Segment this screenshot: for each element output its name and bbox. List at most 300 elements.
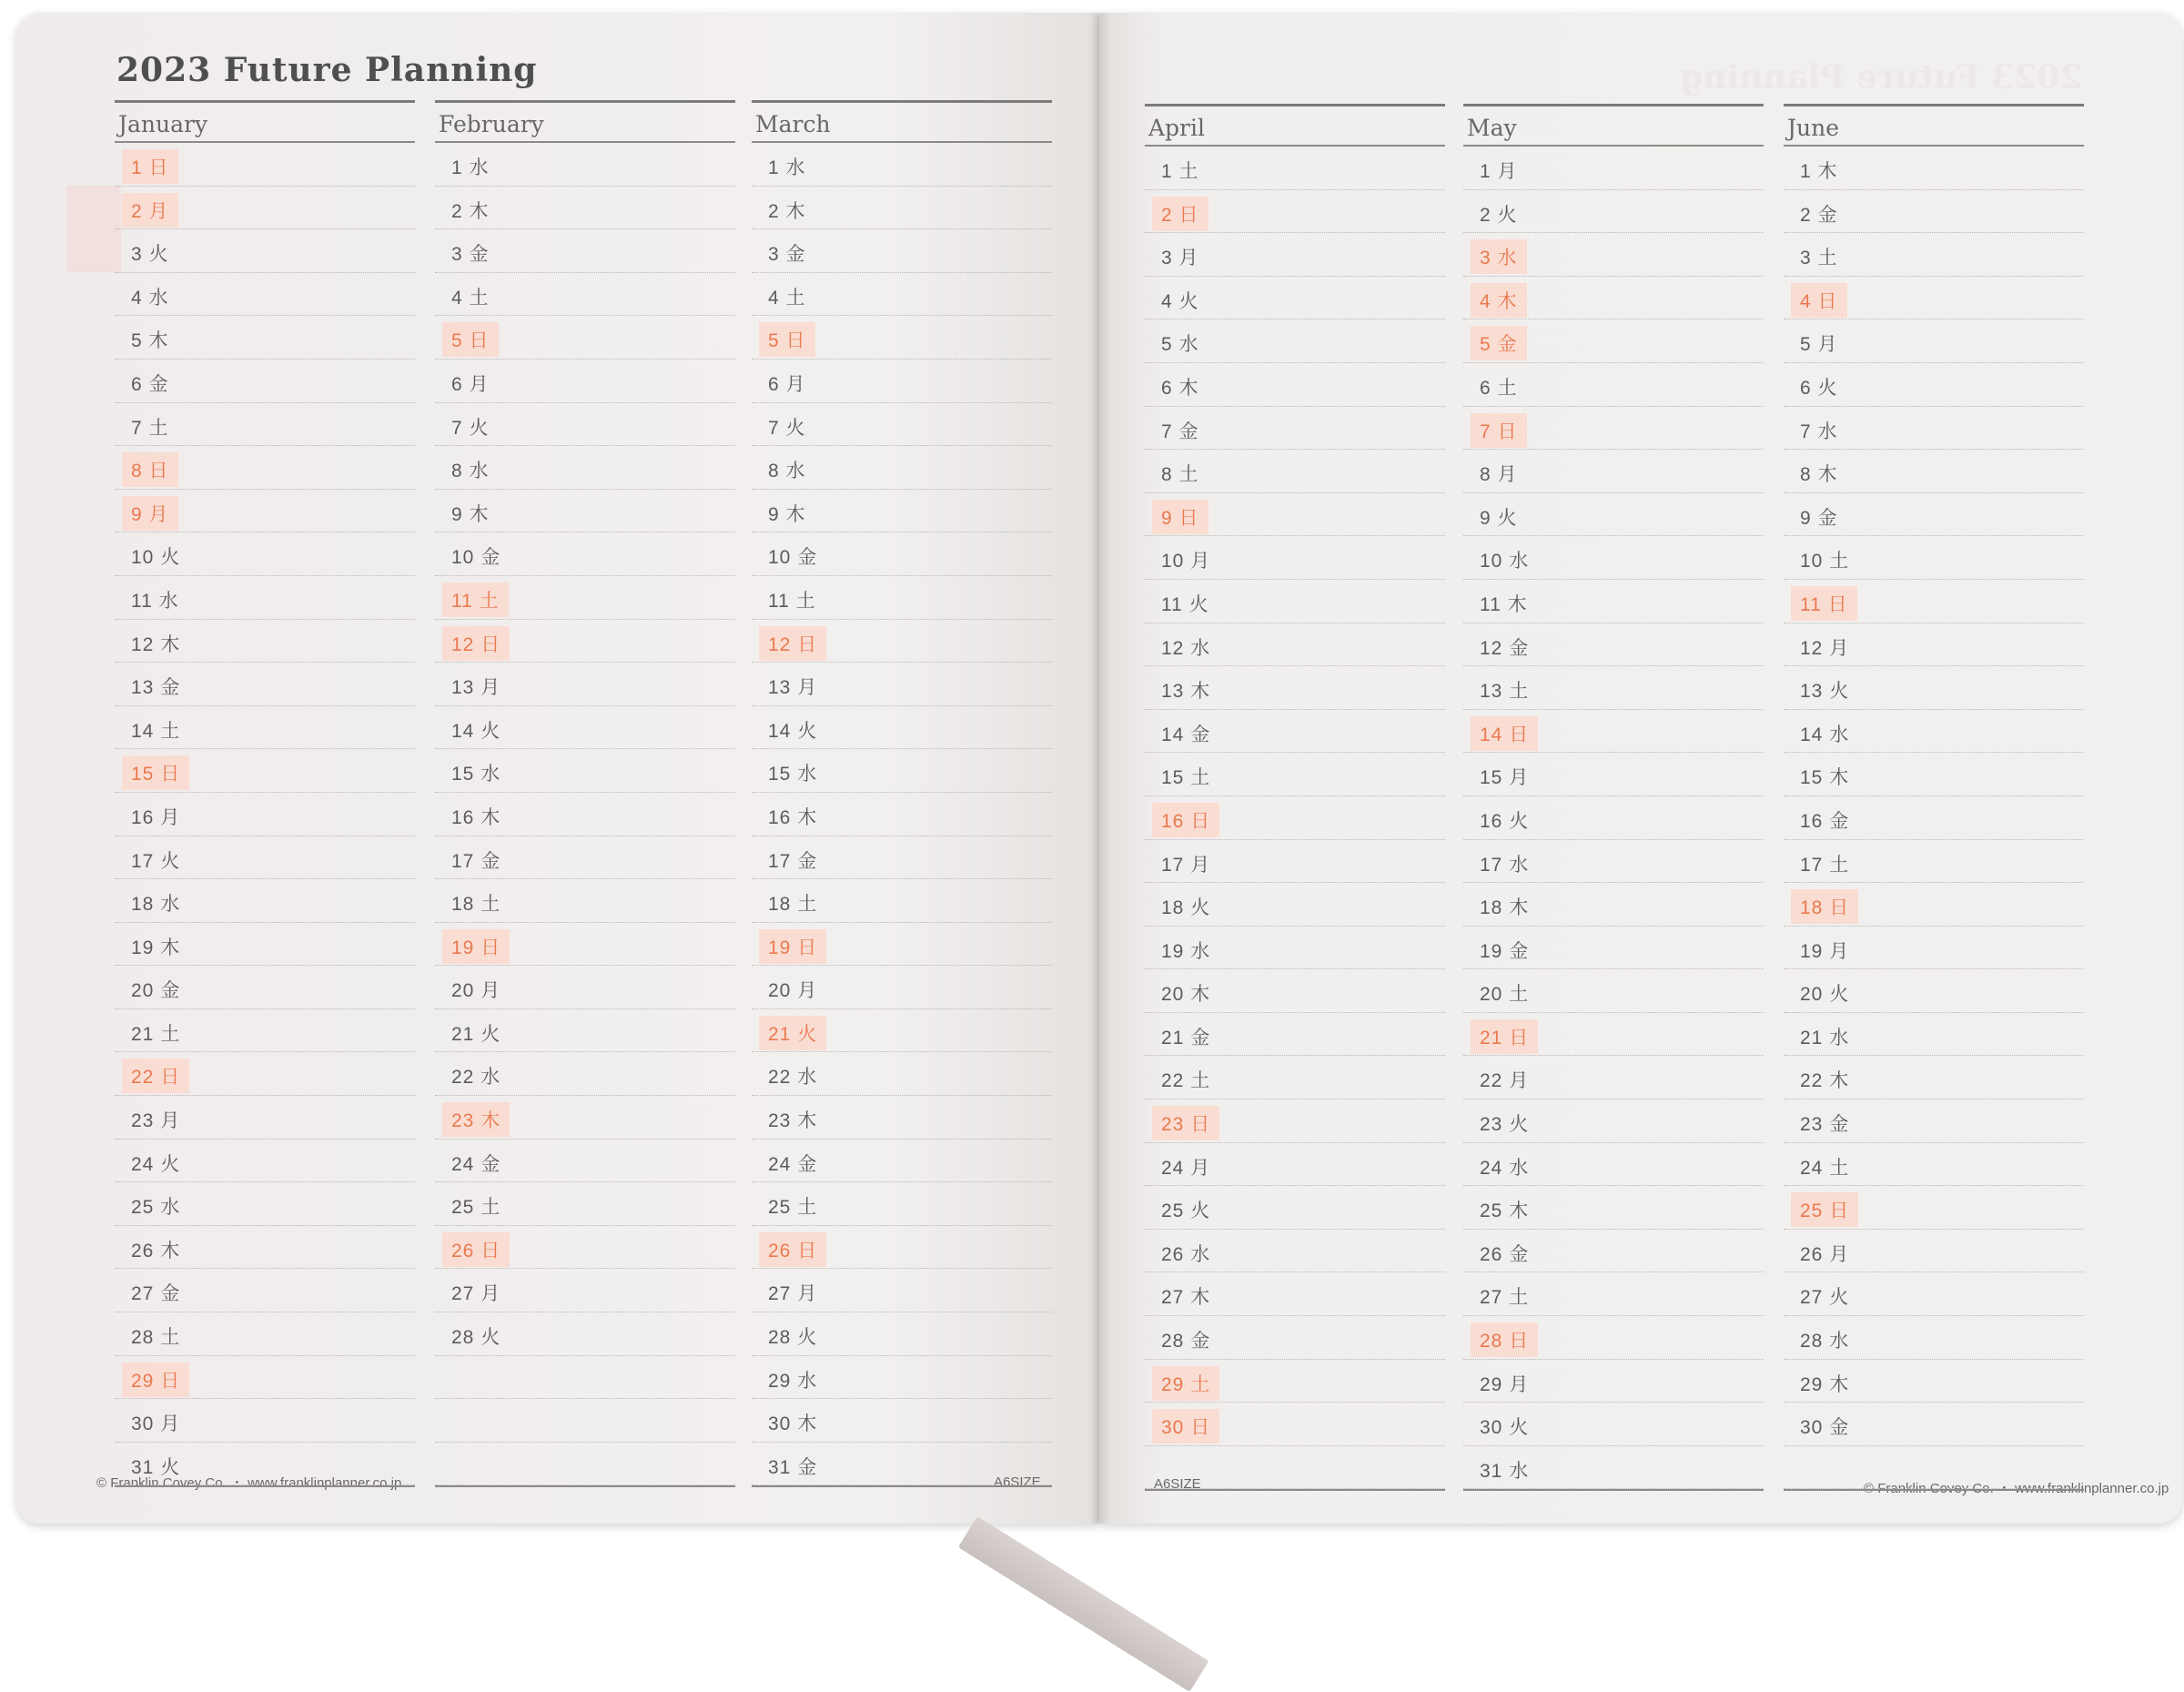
- day-row[interactable]: [435, 316, 735, 360]
- day-row[interactable]: [1784, 493, 2084, 537]
- date-label: 12 木: [131, 633, 181, 655]
- date-label: 10 火: [131, 547, 181, 569]
- day-row[interactable]: [752, 532, 1052, 576]
- day-row[interactable]: [1784, 363, 2084, 407]
- day-row[interactable]: [115, 1443, 415, 1486]
- holiday-date-label: 5 日: [759, 322, 815, 357]
- day-row[interactable]: [752, 749, 1052, 793]
- date-label: 7 火: [768, 417, 806, 439]
- holiday-date-label: 30 日: [1152, 1409, 1219, 1444]
- day-row[interactable]: [435, 273, 735, 317]
- day-row[interactable]: [115, 143, 415, 187]
- date-label: 28 火: [451, 1327, 501, 1349]
- day-row[interactable]: [115, 620, 415, 664]
- day-row[interactable]: [115, 793, 415, 836]
- holiday-date-label: 4 日: [1791, 283, 1847, 318]
- day-row[interactable]: [752, 706, 1052, 750]
- day-row[interactable]: [1145, 319, 1445, 363]
- day-row[interactable]: [115, 923, 415, 967]
- day-row[interactable]: [1145, 147, 1445, 190]
- date-label: 20 月: [451, 980, 501, 1002]
- day-row[interactable]: [1463, 147, 1764, 190]
- date-label: 15 木: [1800, 767, 1850, 789]
- day-row[interactable]: [1784, 233, 2084, 277]
- date-label: 11 土: [768, 590, 816, 612]
- date-label: 27 月: [451, 1283, 501, 1305]
- day-row[interactable]: [1463, 1099, 1764, 1143]
- day-row[interactable]: [752, 229, 1052, 273]
- day-row[interactable]: [115, 1182, 415, 1226]
- date-label: 19 水: [1161, 940, 1211, 962]
- day-row[interactable]: [1145, 1316, 1445, 1360]
- day-row[interactable]: [1145, 580, 1445, 623]
- date-label: 28 土: [131, 1327, 181, 1349]
- day-row[interactable]: [1784, 147, 2084, 190]
- date-label: 24 金: [768, 1153, 818, 1175]
- month-name: April: [1148, 115, 1205, 141]
- day-row[interactable]: [1784, 1013, 2084, 1057]
- holiday-date-label: 3 水: [1471, 239, 1527, 274]
- date-label: 2 火: [1480, 204, 1518, 226]
- date-label: 8 土: [1161, 464, 1199, 486]
- day-row[interactable]: [1463, 1186, 1764, 1230]
- day-row[interactable]: [1463, 1143, 1764, 1187]
- day-row[interactable]: [1784, 580, 2084, 623]
- day-row[interactable]: [752, 273, 1052, 317]
- month-footer-rule: [1784, 1489, 2084, 1493]
- date-label: 17 金: [768, 850, 818, 872]
- date-label: 18 土: [768, 894, 818, 916]
- date-label: 7 火: [451, 417, 490, 439]
- day-row[interactable]: [115, 403, 415, 447]
- date-label: 26 金: [1480, 1243, 1530, 1265]
- day-row[interactable]: [1145, 840, 1445, 884]
- day-row[interactable]: [1463, 623, 1764, 667]
- day-row[interactable]: [1145, 753, 1445, 796]
- date-label: 23 木: [768, 1110, 818, 1132]
- day-row[interactable]: [1784, 536, 2084, 580]
- day-row[interactable]: [752, 1443, 1052, 1486]
- day-row[interactable]: [115, 879, 415, 923]
- day-row[interactable]: [435, 966, 735, 1009]
- size-label-left: A6SIZE: [994, 1474, 1041, 1490]
- day-row[interactable]: [1784, 1403, 2084, 1446]
- day-row[interactable]: [1784, 623, 2084, 667]
- month-name: January: [118, 111, 208, 137]
- date-label: 21 土: [131, 1023, 181, 1045]
- day-row[interactable]: [115, 1096, 415, 1140]
- date-label: 19 金: [1480, 940, 1530, 962]
- day-row[interactable]: [1145, 796, 1445, 840]
- date-label: 5 水: [1161, 334, 1199, 356]
- day-row[interactable]: [1463, 1403, 1764, 1446]
- day-row[interactable]: [1463, 1316, 1764, 1360]
- holiday-date-label: 5 金: [1471, 326, 1527, 360]
- month-column-april: [1145, 104, 1445, 1493]
- date-label: 6 金: [131, 373, 169, 395]
- holiday-date-label: 14 日: [1471, 716, 1538, 751]
- day-row[interactable]: [115, 1140, 415, 1183]
- day-row[interactable]: [752, 1226, 1052, 1270]
- day-row[interactable]: [1463, 796, 1764, 840]
- date-label: 17 土: [1800, 854, 1850, 876]
- day-row[interactable]: [752, 490, 1052, 533]
- day-row[interactable]: [115, 576, 415, 620]
- day-row[interactable]: [752, 836, 1052, 880]
- date-label: 22 土: [1161, 1070, 1211, 1092]
- day-row[interactable]: [1784, 1143, 2084, 1187]
- date-label: 25 火: [1161, 1201, 1211, 1222]
- day-row[interactable]: [752, 1356, 1052, 1400]
- day-row[interactable]: [752, 143, 1052, 187]
- day-row[interactable]: [1463, 493, 1764, 537]
- day-row[interactable]: [1784, 407, 2084, 451]
- date-label: 25 土: [451, 1197, 501, 1219]
- day-row[interactable]: [752, 187, 1052, 230]
- day-row[interactable]: [115, 229, 415, 273]
- day-row[interactable]: [752, 966, 1052, 1009]
- day-row[interactable]: [1784, 840, 2084, 884]
- holiday-date-label: 19 日: [759, 929, 826, 964]
- day-row[interactable]: [1784, 666, 2084, 710]
- date-label: 11 木: [1480, 593, 1528, 615]
- day-row[interactable]: [115, 1269, 415, 1312]
- day-row[interactable]: [115, 749, 415, 793]
- day-row[interactable]: [1145, 623, 1445, 667]
- day-row[interactable]: [115, 706, 415, 750]
- day-row[interactable]: [1463, 883, 1764, 927]
- day-row[interactable]: [752, 446, 1052, 490]
- day-row[interactable]: [752, 663, 1052, 706]
- date-label: 16 月: [131, 806, 181, 828]
- day-row[interactable]: [1145, 1186, 1445, 1230]
- day-row[interactable]: [1463, 407, 1764, 451]
- date-label: 1 土: [1161, 161, 1199, 182]
- day-row[interactable]: [1784, 1316, 2084, 1360]
- date-label: 13 火: [1800, 681, 1850, 703]
- date-label: 31 水: [1480, 1460, 1530, 1482]
- day-row[interactable]: [1145, 1360, 1445, 1403]
- day-row[interactable]: [1145, 1099, 1445, 1143]
- month-column-may: [1463, 104, 1764, 1493]
- day-row[interactable]: [752, 879, 1052, 923]
- day-row[interactable]: [1463, 233, 1764, 277]
- month-header: [752, 100, 1052, 143]
- day-row[interactable]: [115, 1312, 415, 1356]
- day-row[interactable]: [1784, 1360, 2084, 1403]
- day-row[interactable]: [435, 1182, 735, 1226]
- holiday-date-label: 26 日: [442, 1232, 510, 1267]
- day-row[interactable]: [1463, 190, 1764, 234]
- day-row[interactable]: [752, 1009, 1052, 1053]
- copyright-left: © Franklin Covey Co. ・ www.franklinplanner.co.jp: [96, 1475, 402, 1491]
- holiday-date-label: 29 土: [1152, 1366, 1219, 1401]
- page-title: 2023 Future Planning: [116, 51, 538, 89]
- date-label: 8 水: [768, 461, 806, 482]
- day-row[interactable]: [1784, 1099, 2084, 1143]
- day-row[interactable]: [752, 1096, 1052, 1140]
- day-row[interactable]: [1463, 277, 1764, 320]
- day-row[interactable]: [435, 749, 735, 793]
- date-label: 30 金: [1800, 1417, 1850, 1439]
- day-row[interactable]: [1463, 1446, 1764, 1490]
- day-row[interactable]: [435, 532, 735, 576]
- date-label: 25 水: [131, 1197, 181, 1219]
- date-label: 21 金: [1161, 1027, 1211, 1049]
- date-label: 7 金: [1161, 420, 1199, 442]
- day-row[interactable]: [115, 490, 415, 533]
- day-row[interactable]: [1784, 319, 2084, 363]
- day-row[interactable]: [435, 663, 735, 706]
- day-row[interactable]: [115, 966, 415, 1009]
- day-row[interactable]: [1145, 1403, 1445, 1446]
- day-row[interactable]: [435, 490, 735, 533]
- date-label: 29 水: [768, 1370, 818, 1392]
- day-row[interactable]: [435, 1443, 735, 1486]
- day-row[interactable]: [435, 143, 735, 187]
- date-label: 1 月: [1480, 161, 1518, 182]
- day-row[interactable]: [435, 923, 735, 967]
- day-row[interactable]: [752, 923, 1052, 967]
- date-label: 16 木: [768, 806, 818, 828]
- day-row[interactable]: [435, 836, 735, 880]
- day-row[interactable]: [1784, 1446, 2084, 1490]
- day-row[interactable]: [1145, 1056, 1445, 1099]
- day-row[interactable]: [1145, 1272, 1445, 1316]
- day-row[interactable]: [435, 1269, 735, 1312]
- date-label: 20 土: [1480, 984, 1530, 1006]
- day-row[interactable]: [115, 1399, 415, 1443]
- day-row[interactable]: [115, 1052, 415, 1096]
- day-row[interactable]: [1463, 450, 1764, 493]
- day-row[interactable]: [1784, 450, 2084, 493]
- day-row[interactable]: [752, 1052, 1052, 1096]
- day-row[interactable]: [1463, 1013, 1764, 1057]
- holiday-date-label: 19 日: [442, 929, 510, 964]
- date-label: 8 木: [1800, 464, 1838, 486]
- day-row[interactable]: [115, 360, 415, 403]
- day-row[interactable]: [1463, 363, 1764, 407]
- day-row[interactable]: [1463, 580, 1764, 623]
- day-row[interactable]: [1784, 969, 2084, 1013]
- day-row[interactable]: [752, 360, 1052, 403]
- day-row[interactable]: [1784, 1056, 2084, 1099]
- day-row[interactable]: [435, 1096, 735, 1140]
- date-label: 19 木: [131, 937, 181, 958]
- day-row[interactable]: [1463, 319, 1764, 363]
- day-row[interactable]: [1145, 1446, 1445, 1490]
- day-row[interactable]: [1463, 840, 1764, 884]
- day-row[interactable]: [435, 187, 735, 230]
- day-row[interactable]: [115, 1226, 415, 1270]
- day-row[interactable]: [1463, 536, 1764, 580]
- day-row[interactable]: [435, 1399, 735, 1443]
- date-label: 3 火: [131, 244, 169, 266]
- day-row[interactable]: [1784, 927, 2084, 970]
- day-row[interactable]: [752, 1182, 1052, 1226]
- day-row[interactable]: [435, 1312, 735, 1356]
- date-label: 4 水: [131, 287, 169, 309]
- day-row[interactable]: [1145, 883, 1445, 927]
- day-row[interactable]: [1145, 277, 1445, 320]
- day-row[interactable]: [752, 793, 1052, 836]
- month-footer-rule: [115, 1485, 415, 1489]
- holiday-date-label: 9 日: [1152, 500, 1208, 534]
- date-label: 5 木: [131, 330, 169, 352]
- month-name: June: [1787, 115, 1840, 141]
- date-label: 16 木: [451, 806, 501, 828]
- date-label: 22 木: [1800, 1070, 1850, 1092]
- date-label: 12 水: [1161, 637, 1211, 659]
- day-row[interactable]: [752, 1399, 1052, 1443]
- date-label: 13 月: [768, 677, 818, 699]
- day-row[interactable]: [752, 620, 1052, 664]
- day-row[interactable]: [115, 836, 415, 880]
- day-row[interactable]: [115, 316, 415, 360]
- day-row[interactable]: [115, 446, 415, 490]
- day-row[interactable]: [1145, 666, 1445, 710]
- day-row[interactable]: [1784, 1230, 2084, 1273]
- holiday-date-label: 21 火: [759, 1016, 826, 1050]
- date-label: 22 月: [1480, 1070, 1530, 1092]
- day-row[interactable]: [1784, 753, 2084, 796]
- day-row[interactable]: [1784, 1272, 2084, 1316]
- day-row[interactable]: [1145, 493, 1445, 537]
- day-row[interactable]: [435, 1009, 735, 1053]
- day-row[interactable]: [1784, 190, 2084, 234]
- day-row[interactable]: [435, 793, 735, 836]
- date-label: 17 月: [1161, 854, 1211, 876]
- day-row[interactable]: [1463, 710, 1764, 754]
- day-row[interactable]: [435, 620, 735, 664]
- day-row[interactable]: [1145, 363, 1445, 407]
- day-row[interactable]: [1145, 233, 1445, 277]
- date-label: 23 金: [1800, 1114, 1850, 1136]
- holiday-date-label: 21 日: [1471, 1019, 1538, 1054]
- day-row[interactable]: [1145, 450, 1445, 493]
- date-label: 15 水: [451, 764, 501, 785]
- date-label: 15 月: [1480, 767, 1530, 789]
- day-row[interactable]: [1145, 1013, 1445, 1057]
- date-label: 9 火: [1480, 507, 1518, 529]
- day-row[interactable]: [435, 1140, 735, 1183]
- date-label: 14 水: [1800, 724, 1850, 745]
- day-row[interactable]: [1145, 710, 1445, 754]
- bookmark-ribbon[interactable]: [958, 1516, 1209, 1692]
- date-label: 4 火: [1161, 290, 1199, 312]
- day-row[interactable]: [752, 403, 1052, 447]
- date-label: 6 木: [1161, 377, 1199, 399]
- day-row[interactable]: [435, 706, 735, 750]
- month-footer-rule: [1463, 1489, 1764, 1493]
- day-row[interactable]: [1145, 407, 1445, 451]
- month-header: [435, 100, 735, 143]
- day-row[interactable]: [115, 273, 415, 317]
- day-row[interactable]: [1145, 969, 1445, 1013]
- day-row[interactable]: [1784, 1186, 2084, 1230]
- month-column-june: [1784, 104, 2084, 1493]
- day-row[interactable]: [1145, 927, 1445, 970]
- holiday-date-label: 25 日: [1791, 1192, 1858, 1227]
- date-label: 3 月: [1161, 248, 1199, 269]
- day-row[interactable]: [435, 360, 735, 403]
- day-row[interactable]: [1463, 753, 1764, 796]
- day-row[interactable]: [1784, 277, 2084, 320]
- day-row[interactable]: [1784, 710, 2084, 754]
- date-label: 14 火: [451, 720, 501, 742]
- date-label: 28 金: [1161, 1331, 1211, 1353]
- day-row[interactable]: [1784, 796, 2084, 840]
- date-label: 20 月: [768, 980, 818, 1002]
- holiday-date-label: 15 日: [122, 755, 189, 790]
- date-label: 2 木: [768, 200, 806, 222]
- day-row[interactable]: [752, 1140, 1052, 1183]
- day-row[interactable]: [752, 316, 1052, 360]
- day-row[interactable]: [1463, 1056, 1764, 1099]
- date-label: 3 土: [1800, 248, 1838, 269]
- day-row[interactable]: [435, 1226, 735, 1270]
- date-label: 20 金: [131, 980, 181, 1002]
- holiday-date-label: 28 日: [1471, 1322, 1538, 1357]
- day-row[interactable]: [115, 663, 415, 706]
- day-row[interactable]: [1463, 927, 1764, 970]
- day-row[interactable]: [435, 403, 735, 447]
- day-row[interactable]: [435, 1356, 735, 1400]
- day-row[interactable]: [435, 229, 735, 273]
- date-label: 27 火: [1800, 1287, 1850, 1309]
- month-column-march: [752, 100, 1052, 1489]
- date-label: 23 月: [131, 1110, 181, 1132]
- day-row[interactable]: [1463, 969, 1764, 1013]
- day-row[interactable]: [115, 1356, 415, 1400]
- date-label: 8 月: [1480, 464, 1518, 486]
- day-row[interactable]: [1145, 1230, 1445, 1273]
- day-row[interactable]: [1784, 883, 2084, 927]
- day-row[interactable]: [1463, 1272, 1764, 1316]
- day-row[interactable]: [1463, 666, 1764, 710]
- date-label: 24 月: [1161, 1157, 1211, 1179]
- day-row[interactable]: [1145, 190, 1445, 234]
- book-gutter: [1088, 13, 1110, 1524]
- holiday-date-label: 7 日: [1471, 413, 1527, 448]
- date-label: 24 水: [1480, 1157, 1530, 1179]
- month-name: February: [439, 111, 544, 137]
- month-name: May: [1467, 115, 1517, 141]
- day-row[interactable]: [435, 1052, 735, 1096]
- date-label: 26 水: [1161, 1243, 1211, 1265]
- day-row[interactable]: [1145, 1143, 1445, 1187]
- date-label: 22 水: [768, 1067, 818, 1089]
- day-row[interactable]: [435, 879, 735, 923]
- day-row[interactable]: [115, 187, 415, 230]
- date-label: 14 金: [1161, 724, 1211, 745]
- day-row[interactable]: [435, 576, 735, 620]
- day-row[interactable]: [752, 1312, 1052, 1356]
- day-row[interactable]: [752, 576, 1052, 620]
- date-label: 6 月: [451, 373, 490, 395]
- date-label: 25 木: [1480, 1201, 1530, 1222]
- day-row[interactable]: [435, 446, 735, 490]
- day-row[interactable]: [1463, 1230, 1764, 1273]
- holiday-date-label: 12 日: [442, 626, 510, 661]
- day-row[interactable]: [752, 1269, 1052, 1312]
- date-label: 13 月: [451, 677, 501, 699]
- day-row[interactable]: [1463, 1360, 1764, 1403]
- date-label: 1 木: [1800, 161, 1838, 182]
- day-row[interactable]: [115, 532, 415, 576]
- day-row[interactable]: [1145, 536, 1445, 580]
- day-row[interactable]: [115, 1009, 415, 1053]
